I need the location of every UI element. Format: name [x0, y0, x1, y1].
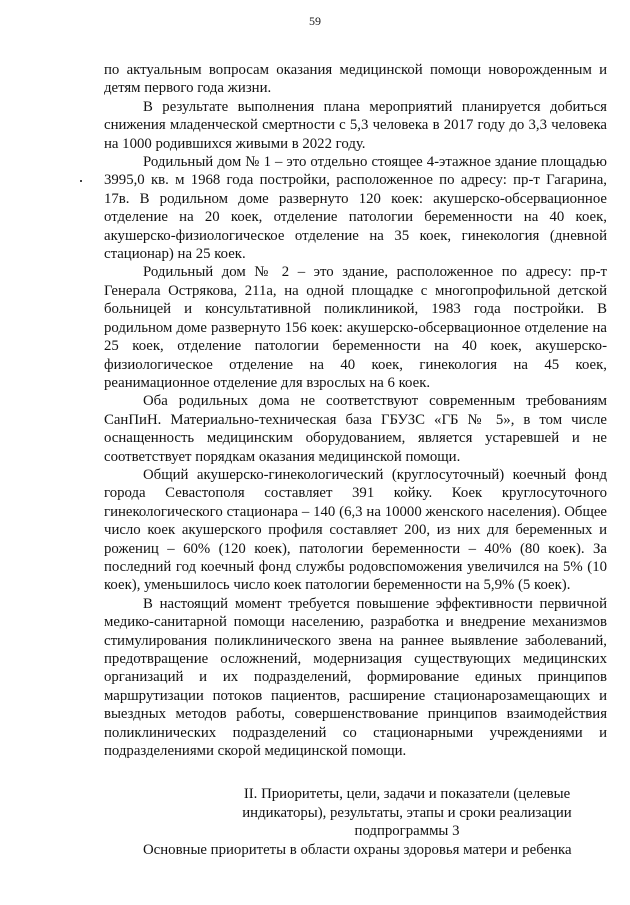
paragraph-sanpin: Оба родильных дома не соответствуют современным требованиям СанПиН. Материально-техническая база ГБУЗС «ГБ № 5», в том числе оснащенность медицинским оборудованием, является устаревшей и не соответствует порядкам оказания медицинской помощи.: [104, 393, 607, 465]
paragraph-bed-fund: Общий акушерско-гинекологический (круглосуточный) коечный фонд города Севастополя составляет 391 койку. Коек круглосуточного гинекологического стационара – 140 (6,3 на 10000 женского населения). Общее число коек акушерского профиля составляет 200, из них для беременных и рожениц – 60% (120 коек), патологии беременности – 40% (80 коек). За последний год коечный фонд службы родовспоможения увеличился на 5% (10 коек), уменьшилось число коек патологии беременности на 5,9% (5 коек).: [104, 466, 607, 594]
paragraph-priorities: Основные приоритеты в области охраны здоровья матери и ребенка: [143, 841, 572, 858]
document-body: [104, 61, 607, 859]
page-number: 59: [309, 14, 321, 28]
paragraph-maternity-home-2: Родильный дом № 2 – это здание, расположенное по адресу: пр-т Генерала Острякова, 211а, на одной площадке с многопрофильной детской больницей и консультативной поликлиникой, 1983 года постройки. В родильном доме развернуто 156 коек: акушерско-обсервационное отделение на 25 коек, отделение патологии беременности на 40 коек, акушерско-физиологическое отделение на 40 коек, гинекология на 45 коек, реанимационное отделение для взрослых на 6 коек.: [104, 264, 607, 391]
paragraph-infant-mortality: В результате выполнения плана мероприятий планируется добиться снижения младенческой смертности с 5,3 человека в 2017 году до 3,3 человека на 1000 родившихся живыми в 2022 году.: [104, 98, 607, 152]
margin-mark: [80, 180, 82, 182]
paragraph-maternity-home-1: Родильный дом № 1 – это отдельно стоящее 4-этажное здание площадью 3995,0 кв. м 1968 года постройки, расположенное по адресу: пр-т Гагарина, 17в. В родильном доме развернуто 120 коек: акушерско-обсервационное отделение на 20 коек, отделение патологии беременности на 40 коек, акушерско-физиологическое отделение на 35 коек, гинекология (дневной стационар) на 25 коек.: [104, 154, 607, 263]
paragraph-continuation: по актуальным вопросам оказания медицинской помощи новорожденным и детям первого года жизни.: [104, 62, 607, 97]
section-heading-line-1: II. Приоритеты, цели, задачи и показатели (целевые: [243, 786, 571, 803]
section-heading: [104, 785, 607, 840]
paragraph-current-needs: В настоящий момент требуется повышение эффективности первичной медико-санитарной помощи населению, разработка и внедрение механизмов стимулирования поликлинического звена на раннее выявление заболеваний, предотвращение осложнений, модернизация существующих медицинских организаций и их подразделений, формирование единых принципов маршрутизации потоков пациентов, расширение стационарозамещающих и выездных методов работы, совершенствование принципов взаимодействия поликлинических подразделений со стационарными учреждениями и подразделениями скорой медицинской помощи.: [104, 595, 607, 760]
section-heading-line-2: индикаторы), результаты, этапы и сроки реализации: [242, 804, 572, 821]
section-heading-line-3: подпрограммы 3: [354, 823, 460, 840]
